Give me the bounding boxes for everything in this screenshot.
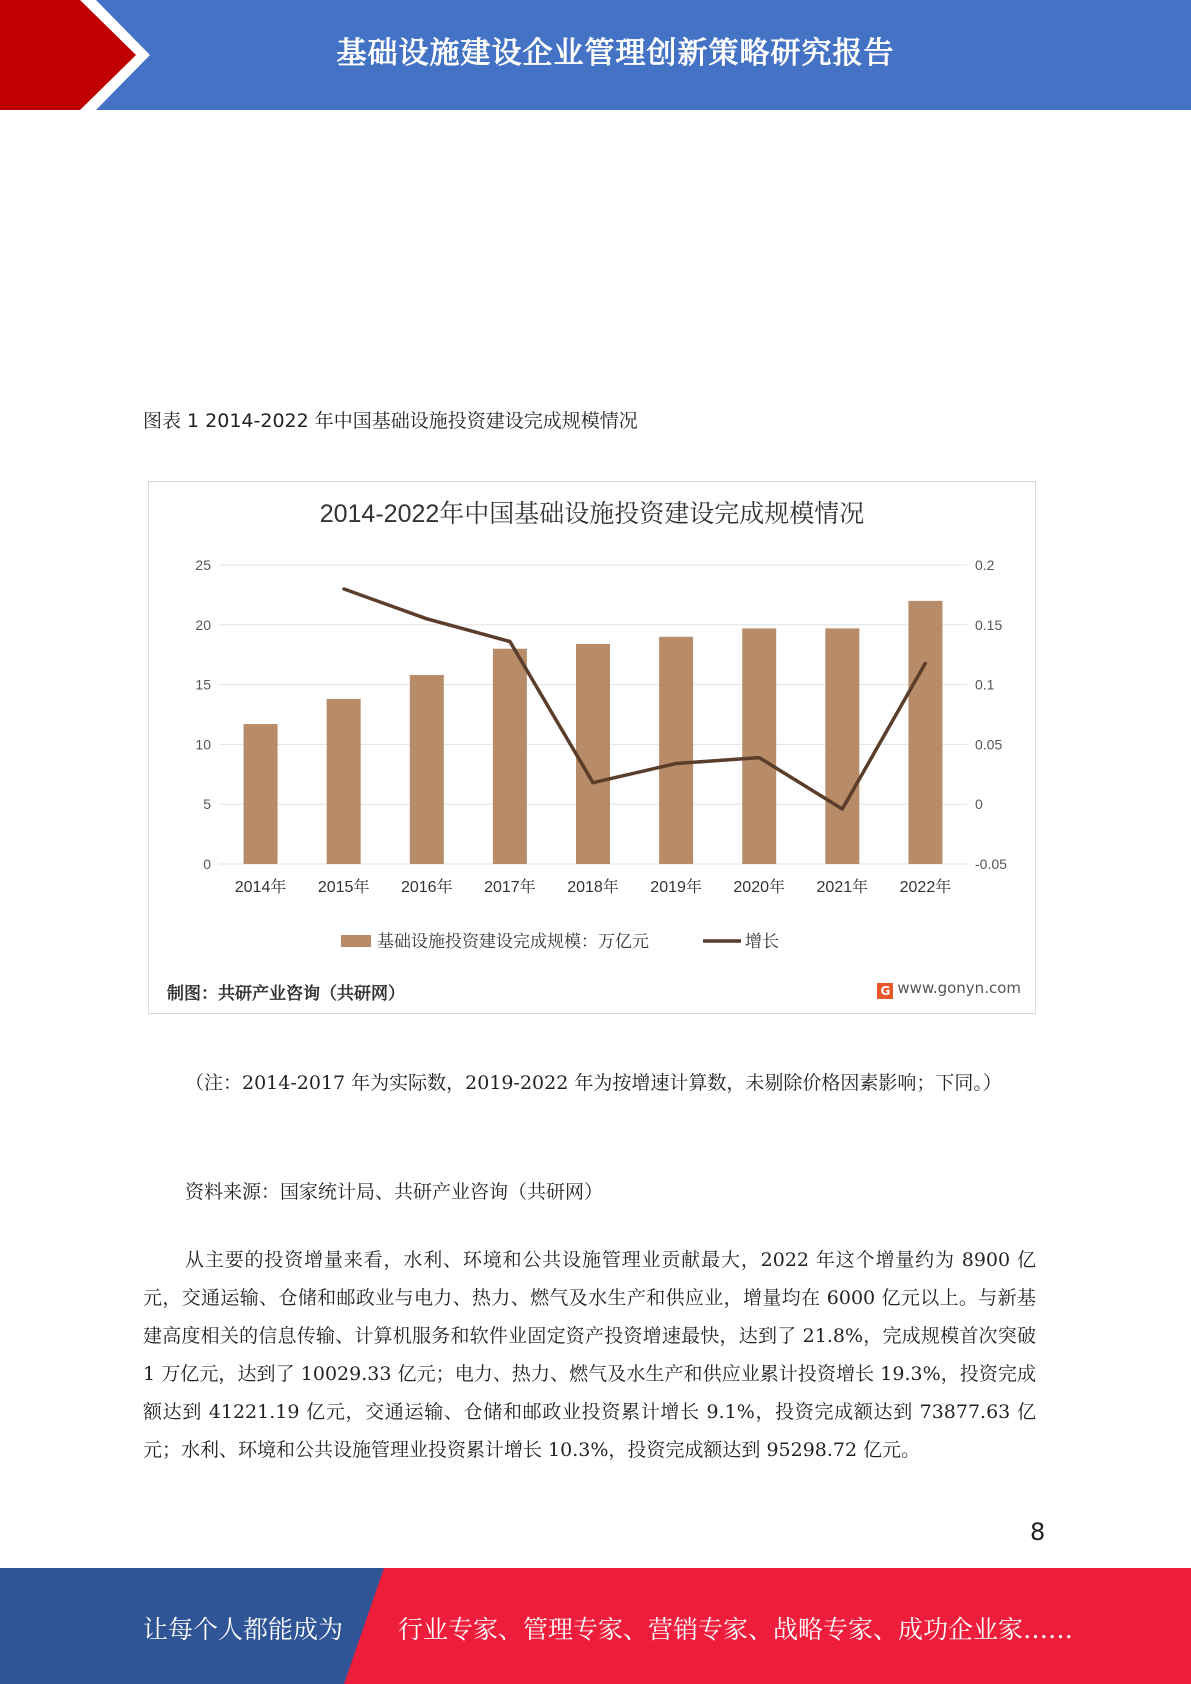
bar xyxy=(244,724,278,864)
growth-point xyxy=(841,807,844,810)
y-right-tick-label: 0.1 xyxy=(975,676,995,693)
y-right-tick-label: 0 xyxy=(975,796,983,813)
bar xyxy=(825,628,859,864)
x-tick-label: 2019年 xyxy=(650,879,702,896)
brand-logo-icon: G xyxy=(877,983,893,999)
page-number: 8 xyxy=(1030,1518,1046,1546)
y-right-tick-label: 0.2 xyxy=(975,557,995,573)
y-left-tick-label: 25 xyxy=(195,557,211,573)
site-url: www.gonyn.com xyxy=(897,979,1021,997)
chart-credit: 制图：共研产业咨询（共研网） xyxy=(167,984,405,1004)
bar xyxy=(908,601,942,864)
y-left-tick-label: 20 xyxy=(195,616,211,633)
chart-site-mark xyxy=(877,979,1021,999)
page-header xyxy=(0,0,1191,110)
x-tick-label: 2015年 xyxy=(317,879,370,896)
figure-caption: 图表 1 2014-2022 年中国基础设施投资建设完成规模情况 xyxy=(143,410,638,432)
y-left-tick-label: 10 xyxy=(195,736,211,753)
footer-slogan-left: 让每个人都能成为 xyxy=(143,1615,344,1644)
growth-point xyxy=(425,617,428,620)
data-source: 资料来源：国家统计局、共研产业咨询（共研网） xyxy=(185,1181,604,1203)
legend-bar-swatch xyxy=(341,935,371,947)
growth-point xyxy=(924,662,927,665)
bar xyxy=(659,637,693,864)
x-tick-label: 2016年 xyxy=(400,879,453,896)
body-paragraph: 从主要的投资增量来看，水利、环境和公共设施管理业贡献最大，2022 年这个增量约为 8900 亿元，交通运输、仓储和邮政业与电力、热力、燃气及水生产和供应业，增量均在 6000 亿元以上。与新基建高度相关的信息传输、计算机服务和软件业固定资产投资增速最快，达到了 21.8%，完成规模首次突破 1 万亿元，达到了 10029.33 亿元；电力、热力、燃气及水生产和供应业累计投资增长 19.3%，投资完成额达到 41221.19 亿元，交通运输、仓储和邮政业投资累计增长 9.1%，投资完成额达到 73877.63 亿元；水利、环境和公共设施管理业投资累计增长 10.3%，投资完成额达到 95298.72 亿元。 xyxy=(143,1249,1036,1461)
combo-chart xyxy=(149,482,1035,1013)
y-left-tick-label: 0 xyxy=(203,856,211,872)
chart-title: 2014-2022年中国基础设施投资建设完成规模情况 xyxy=(319,500,865,528)
y-left-tick-label: 5 xyxy=(203,796,211,813)
chart-note: （注：2014-2017 年为实际数，2019-2022 年为按增速计算数，未剔除价格因素影响；下同。） xyxy=(185,1072,1002,1094)
y-right-tick-label: -0.05 xyxy=(975,856,1007,872)
legend-line-label: 增长 xyxy=(745,932,779,951)
growth-point xyxy=(508,640,511,643)
y-left-tick-label: 15 xyxy=(195,676,211,693)
chart-figure xyxy=(148,481,1036,1014)
growth-point xyxy=(592,781,595,784)
bar xyxy=(327,699,361,864)
footer-slogan-right: 行业专家、管理专家、营销专家、战略专家、成功企业家…… xyxy=(398,1615,1074,1644)
bar xyxy=(576,644,610,864)
x-tick-label: 2020年 xyxy=(733,879,786,896)
legend-bar-label: 基础设施投资建设完成规模：万亿元 xyxy=(377,932,649,951)
x-tick-label: 2018年 xyxy=(567,879,619,896)
bar xyxy=(410,675,444,864)
y-right-tick-label: 0.05 xyxy=(975,736,1003,753)
page-footer xyxy=(0,1568,1191,1684)
report-title: 基础设施建设企业管理创新策略研究报告 xyxy=(336,36,895,71)
growth-point xyxy=(758,756,761,759)
y-right-tick-label: 0.15 xyxy=(975,616,1003,633)
bar xyxy=(742,628,776,864)
x-tick-label: 2022年 xyxy=(899,879,952,896)
growth-point xyxy=(675,762,678,765)
x-tick-label: 2014年 xyxy=(234,879,287,896)
growth-point xyxy=(342,587,345,590)
x-tick-label: 2021年 xyxy=(816,879,869,896)
bar xyxy=(493,649,527,864)
x-tick-label: 2017年 xyxy=(484,879,536,896)
